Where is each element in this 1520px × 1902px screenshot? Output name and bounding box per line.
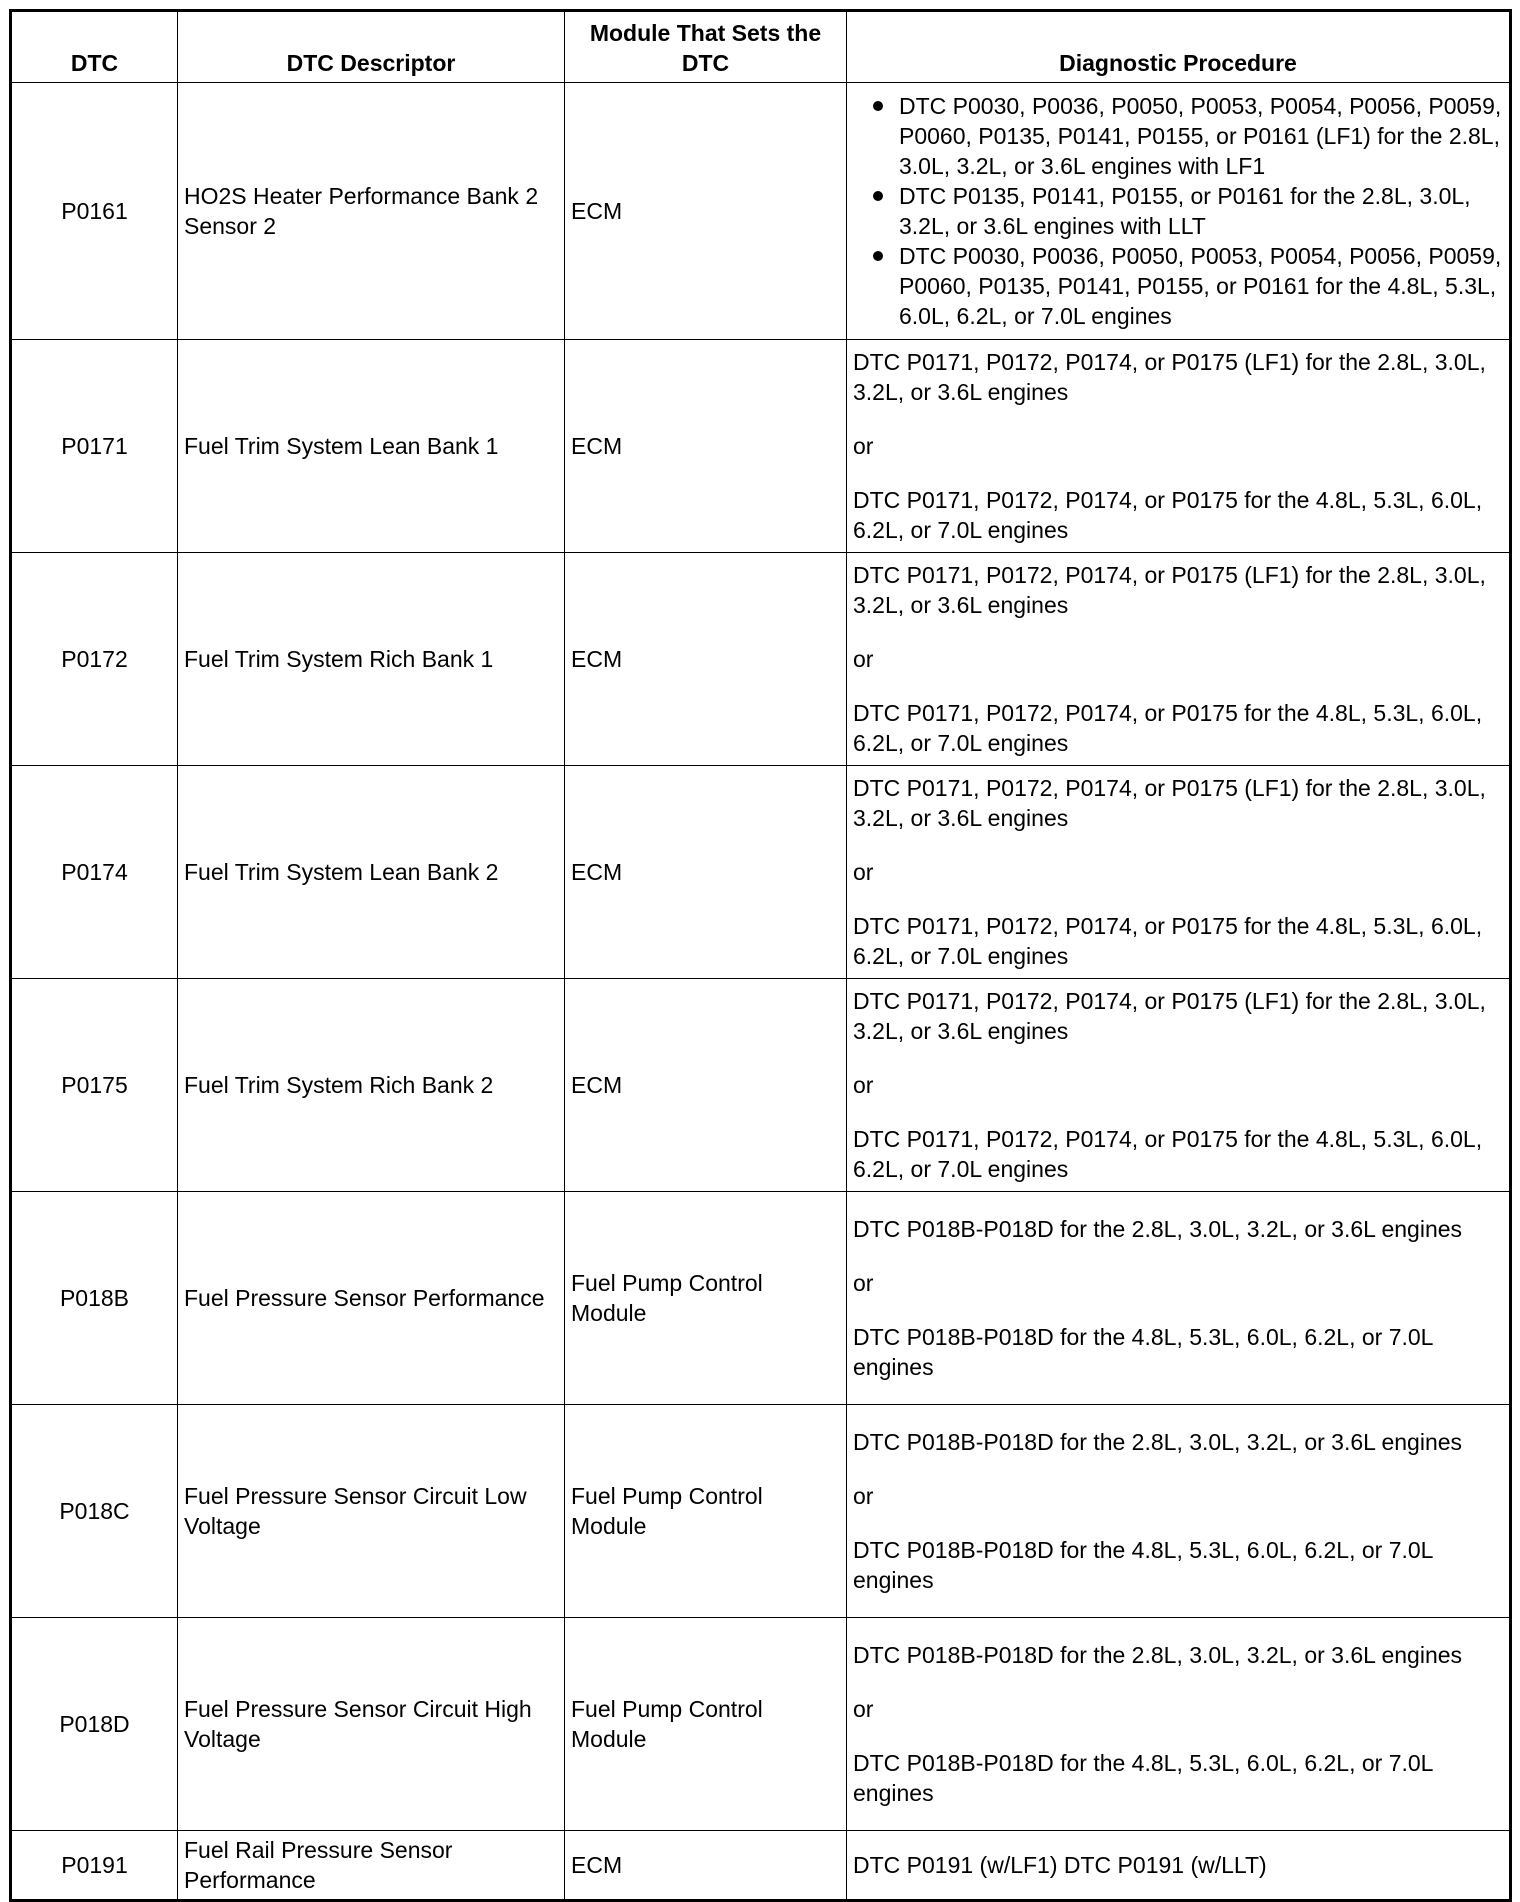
table-row <box>11 1618 1511 1831</box>
procedure-link-v8[interactable]: DTC P018B-P018D for the 4.8L, 5.3L, 6.0L, 6.2L, or 7.0L engines <box>853 1537 1433 1593</box>
dtc-module: Fuel Pump Control Module <box>565 1618 847 1831</box>
procedure-link-v8[interactable]: DTC P0171, P0172, P0174, or P0175 for the 4.8L, 5.3L, 6.0L, 6.2L, or 7.0L engines <box>853 1126 1483 1182</box>
procedure-or: or <box>853 1483 874 1509</box>
dtc-code: P018C <box>11 1405 178 1618</box>
header-module: Module That Sets the DTC <box>565 11 847 83</box>
dtc-code: P0191 <box>11 1831 178 1901</box>
procedure-link-v6[interactable]: DTC P0171, P0172, P0174, or P0175 (LF1) for the 2.8L, 3.0L, 3.2L, or 3.6L engines <box>853 775 1486 831</box>
table-row <box>11 340 1511 553</box>
dtc-module: Fuel Pump Control Module <box>565 1192 847 1405</box>
dtc-module: ECM <box>565 553 847 766</box>
header-procedure: Diagnostic Procedure <box>847 11 1511 83</box>
dtc-descriptor: Fuel Trim System Rich Bank 2 <box>178 979 565 1192</box>
procedure-or: or <box>853 1072 874 1098</box>
dtc-code: P018B <box>11 1192 178 1405</box>
procedure-or: or <box>853 1270 874 1296</box>
procedure-link-v6[interactable]: DTC P0171, P0172, P0174, or P0175 (LF1) for the 2.8L, 3.0L, 3.2L, or 3.6L engines <box>853 988 1486 1044</box>
dtc-descriptor: Fuel Trim System Lean Bank 1 <box>178 340 565 553</box>
table-row <box>11 1405 1511 1618</box>
procedure-link-v8[interactable]: DTC P0171, P0172, P0174, or P0175 for the 4.8L, 5.3L, 6.0L, 6.2L, or 7.0L engines <box>853 913 1483 969</box>
dtc-module: ECM <box>565 83 847 340</box>
procedure-or: or <box>853 859 874 885</box>
procedure-link-v8[interactable]: DTC P018B-P018D for the 4.8L, 5.3L, 6.0L, 6.2L, or 7.0L engines <box>853 1750 1433 1806</box>
diagnostic-procedure <box>847 340 1511 553</box>
header-row <box>11 11 1511 83</box>
dtc-module: ECM <box>565 979 847 1192</box>
procedure-bullet: DTC P0135, P0141, P0155, or P0161 for the 2.8L, 3.0L, 3.2L, or 3.6L engines with LLT <box>853 181 1503 241</box>
dtc-descriptor: Fuel Trim System Rich Bank 1 <box>178 553 565 766</box>
dtc-module: ECM <box>565 340 847 553</box>
procedure-link-v8[interactable]: DTC P0171, P0172, P0174, or P0175 for the 4.8L, 5.3L, 6.0L, 6.2L, or 7.0L engines <box>853 487 1483 543</box>
table-row <box>11 979 1511 1192</box>
dtc-descriptor: Fuel Pressure Sensor Circuit Low Voltage <box>178 1405 565 1618</box>
table-row <box>11 83 1511 340</box>
table-row <box>11 1831 1511 1901</box>
table-row <box>11 766 1511 979</box>
header-dtc: DTC <box>11 11 178 83</box>
procedure-bullet: DTC P0030, P0036, P0050, P0053, P0054, P0056, P0059, P0060, P0135, P0141, P0155, or P0161 for the 4.8L, 5.3L, 6.0L, 6.2L, or 7.0L engines <box>853 241 1503 331</box>
header-descriptor: DTC Descriptor <box>178 11 565 83</box>
dtc-module: ECM <box>565 1831 847 1901</box>
diagnostic-procedure <box>847 1192 1511 1405</box>
procedure-link-v6[interactable]: DTC P0171, P0172, P0174, or P0175 (LF1) for the 2.8L, 3.0L, 3.2L, or 3.6L engines <box>853 349 1486 405</box>
procedure-link-v6[interactable]: DTC P018B-P018D for the 2.8L, 3.0L, 3.2L, or 3.6L engines <box>853 1642 1463 1668</box>
dtc-table <box>9 9 1512 1902</box>
dtc-code: P0175 <box>11 979 178 1192</box>
table-row <box>11 1192 1511 1405</box>
procedure-or: or <box>853 646 874 672</box>
procedure-or: or <box>853 433 874 459</box>
procedure-link-v6[interactable]: DTC P0171, P0172, P0174, or P0175 (LF1) for the 2.8L, 3.0L, 3.2L, or 3.6L engines <box>853 562 1486 618</box>
diagnostic-procedure <box>847 1618 1511 1831</box>
procedure-link-v8[interactable]: DTC P0171, P0172, P0174, or P0175 for the 4.8L, 5.3L, 6.0L, 6.2L, or 7.0L engines <box>853 700 1483 756</box>
dtc-descriptor: Fuel Rail Pressure Sensor Performance <box>178 1831 565 1901</box>
dtc-descriptor: Fuel Trim System Lean Bank 2 <box>178 766 565 979</box>
procedure-link-v6[interactable]: DTC P018B-P018D for the 2.8L, 3.0L, 3.2L, or 3.6L engines <box>853 1429 1463 1455</box>
dtc-code: P0161 <box>11 83 178 340</box>
procedure-list <box>853 91 1503 331</box>
dtc-module: Fuel Pump Control Module <box>565 1405 847 1618</box>
procedure-link[interactable]: DTC P0191 (w/LF1) DTC P0191 (w/LLT) <box>853 1852 1267 1878</box>
diagnostic-procedure <box>847 1405 1511 1618</box>
dtc-code: P0172 <box>11 553 178 766</box>
diagnostic-procedure <box>847 553 1511 766</box>
dtc-descriptor: Fuel Pressure Sensor Circuit High Voltage <box>178 1618 565 1831</box>
diagnostic-procedure <box>847 1831 1511 1901</box>
dtc-module: ECM <box>565 766 847 979</box>
dtc-code: P0171 <box>11 340 178 553</box>
dtc-descriptor: HO2S Heater Performance Bank 2 Sensor 2 <box>178 83 565 340</box>
diagnostic-procedure <box>847 979 1511 1192</box>
procedure-link-v6[interactable]: DTC P018B-P018D for the 2.8L, 3.0L, 3.2L, or 3.6L engines <box>853 1216 1463 1242</box>
procedure-bullet: DTC P0030, P0036, P0050, P0053, P0054, P0056, P0059, P0060, P0135, P0141, P0155, or P0161 (LF1) for the 2.8L, 3.0L, 3.2L, or 3.6L engines with LF1 <box>853 91 1503 181</box>
diagnostic-procedure <box>847 83 1511 340</box>
dtc-code: P0174 <box>11 766 178 979</box>
table-row <box>11 553 1511 766</box>
procedure-or: or <box>853 1696 874 1722</box>
procedure-link-v8[interactable]: DTC P018B-P018D for the 4.8L, 5.3L, 6.0L, 6.2L, or 7.0L engines <box>853 1324 1433 1380</box>
document-page <box>9 9 1509 1902</box>
dtc-code: P018D <box>11 1618 178 1831</box>
dtc-descriptor: Fuel Pressure Sensor Performance <box>178 1192 565 1405</box>
diagnostic-procedure <box>847 766 1511 979</box>
